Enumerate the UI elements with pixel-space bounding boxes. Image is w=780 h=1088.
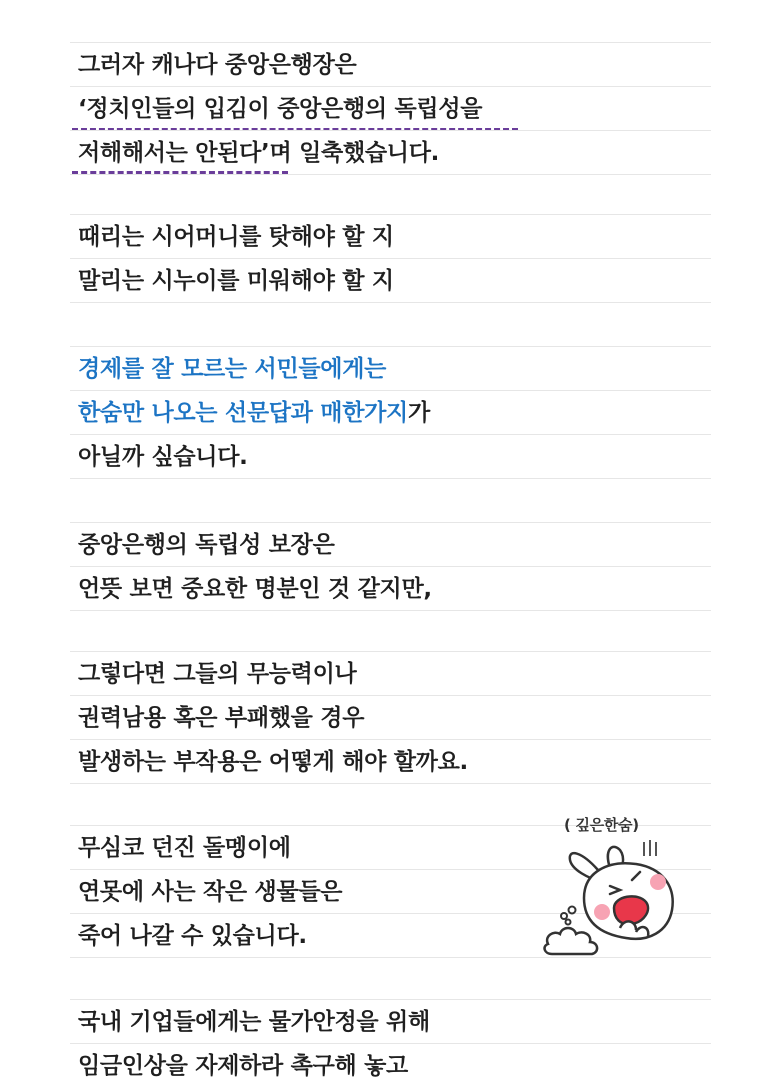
line-rule bbox=[70, 783, 711, 784]
text-line: 권력남용 혹은 부패했을 경우 bbox=[78, 705, 365, 731]
text-line: 저해해서는 안된다’며 일축했습니다. bbox=[78, 140, 440, 166]
text-line: 언뜻 보면 중요한 명분인 것 같지만, bbox=[78, 576, 432, 602]
text-line: 죽어 나갈 수 있습니다. bbox=[78, 923, 307, 949]
text-line: 경제를 잘 모르는 서민들에게는 bbox=[78, 356, 387, 382]
text-line: 연못에 사는 작은 생물들은 bbox=[78, 879, 343, 905]
text-line: 무심코 던진 돌멩이에 bbox=[78, 835, 291, 861]
text-line: 때리는 시어머니를 탓해야 할 지 bbox=[78, 224, 394, 250]
text-line: 발생하는 부작용은 어떻게 해야 할까요. bbox=[78, 749, 468, 775]
line-rule bbox=[70, 174, 711, 175]
sighing-bunny-sticker bbox=[540, 812, 680, 962]
text-line: 한숨만 나오는 선문답과 매한가지가 bbox=[78, 400, 430, 426]
text-line: 그러자 캐나다 중앙은행장은 bbox=[78, 52, 357, 78]
text-line: 중앙은행의 독립성 보장은 bbox=[78, 532, 335, 558]
text-line: 국내 기업들에게는 물가안정을 위해 bbox=[78, 1009, 430, 1035]
text-line: ‘정치인들의 입김이 중앙은행의 독립성을 bbox=[78, 96, 483, 122]
sticker-caption: ( 깊은한숨) bbox=[564, 816, 639, 834]
text-line: 그렇다면 그들의 무능력이나 bbox=[78, 661, 357, 687]
text-line: 아닐까 싶습니다. bbox=[78, 444, 248, 470]
line-rule bbox=[70, 302, 711, 303]
line-rule bbox=[70, 610, 711, 611]
text-line: 말리는 시누이를 미워해야 할 지 bbox=[78, 268, 394, 294]
line-rule bbox=[70, 478, 711, 479]
text-line: 임금인상을 자제하라 촉구해 놓고 bbox=[78, 1053, 408, 1079]
